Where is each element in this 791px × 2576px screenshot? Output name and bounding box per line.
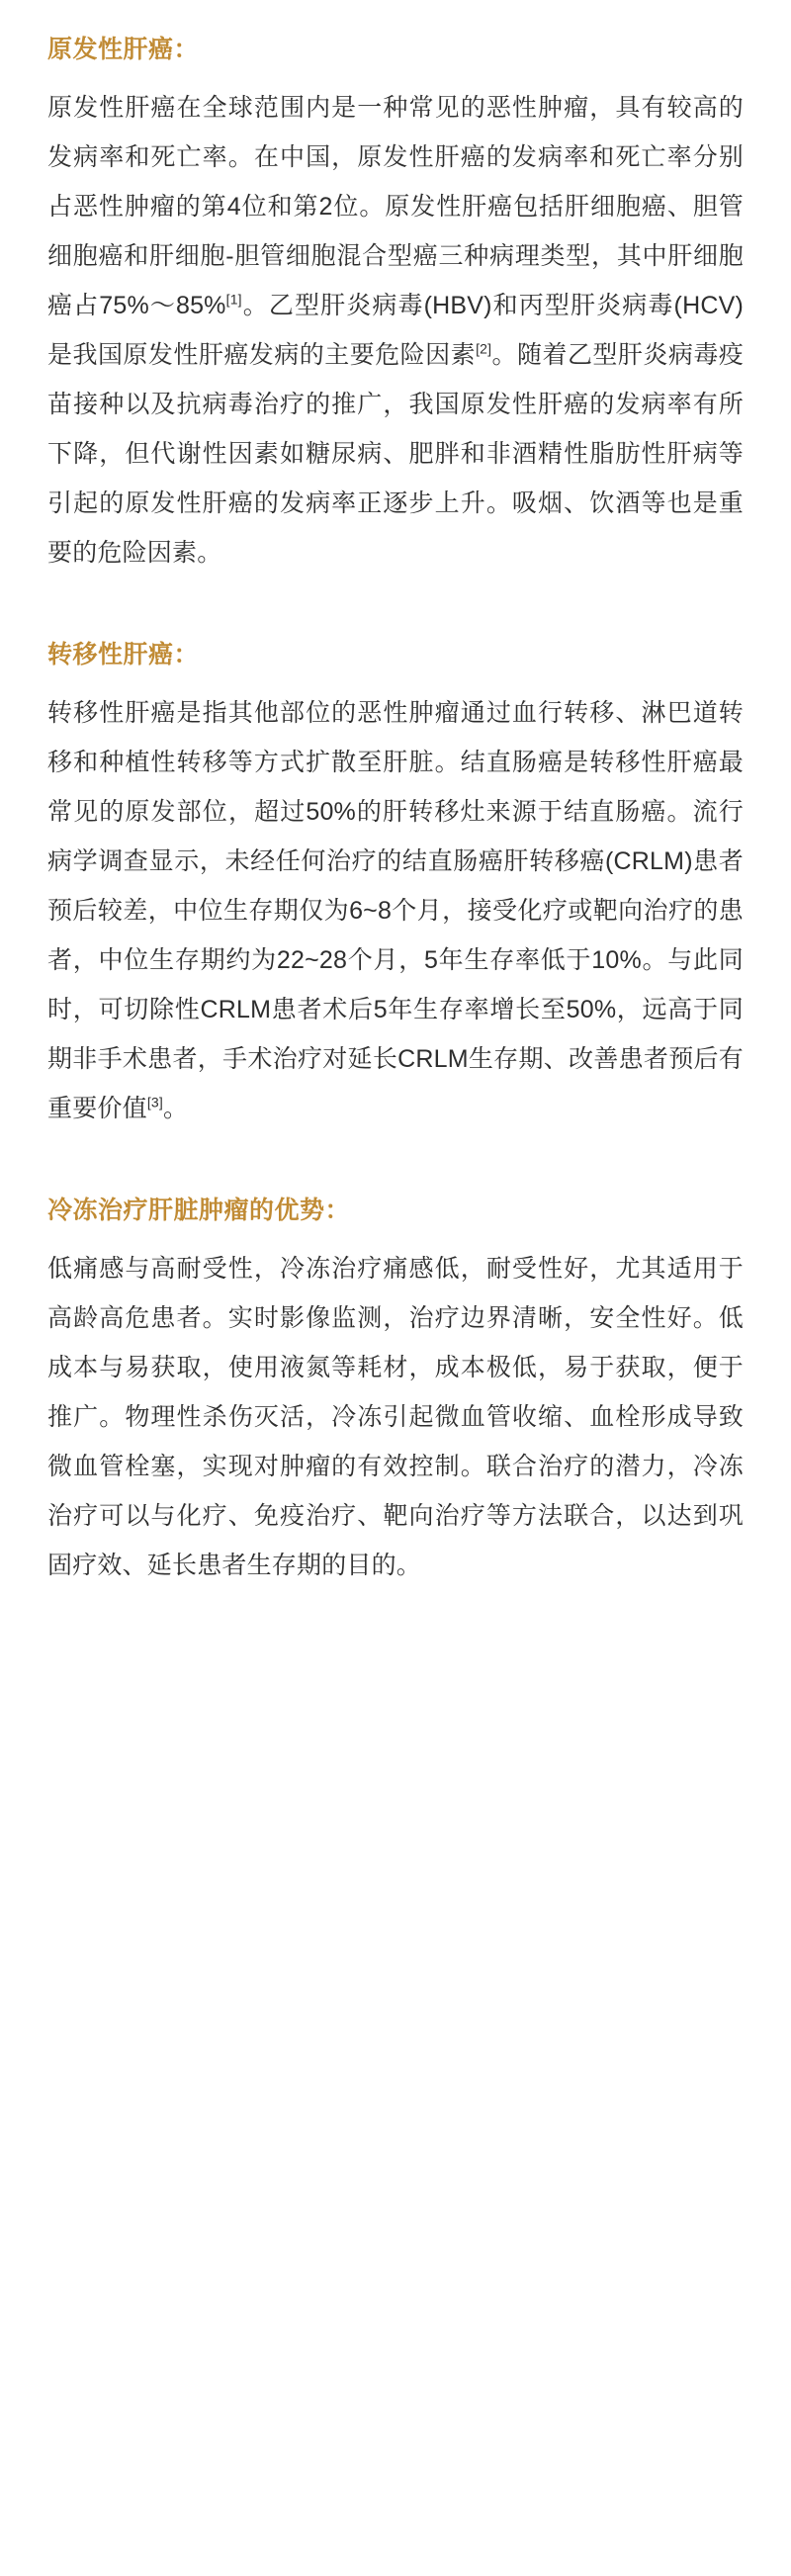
section-primary-liver-cancer (47, 30, 744, 577)
section-metastatic-liver-cancer (47, 635, 744, 1133)
section-heading: 冷冻治疗肝脏肿瘤的优势： (47, 1197, 351, 1224)
section-heading: 原发性肝癌： (47, 36, 200, 63)
section-cryotherapy-advantages (47, 1191, 744, 1590)
section-body: 原发性肝癌在全球范围内是一种常见的恶性肿瘤，具有较高的发病率和死亡率。在中国，原发性肝癌的发病率和死亡率分别占恶性肿瘤的第4位和第2位。原发性肝癌包括肝细胞癌、胆管细胞癌和肝细胞-胆管细胞混合型癌三种病理类型，其中肝细胞癌占75%～85%[1]。乙型肝炎病毒(HBV)和丙型肝炎病毒(HCV)是我国原发性肝癌发病的主要危险因素[2]。随着乙型肝炎病毒疫苗接种以及抗病毒治疗的推广，我国原发性肝癌的发病率有所下降，但代谢性因素如糖尿病、肥胖和非酒精性脂肪性肝病等引起的原发性肝癌的发病率正逐步上升。吸烟、饮酒等也是重要的危险因素。 (47, 94, 744, 567)
section-body: 低痛感与高耐受性，冷冻治疗痛感低，耐受性好，尤其适用于高龄高危患者。实时影像监测，治疗边界清晰，安全性好。低成本与易获取，使用液氮等耗材，成本极低，易于获取，便于推广。物理性杀伤灭活，冷冻引起微血管收缩、血栓形成导致微血管栓塞，实现对肿瘤的有效控制。联合治疗的潜力，冷冻治疗可以与化疗、免疫治疗、靶向治疗等方法联合，以达到巩固疗效、延长患者生存期的目的。 (47, 1255, 744, 1579)
section-body: 转移性肝癌是指其他部位的恶性肿瘤通过血行转移、淋巴道转移和种植性转移等方式扩散至肝脏。结直肠癌是转移性肝癌最常见的原发部位，超过50%的肝转移灶来源于结直肠癌。流行病学调查显示，未经任何治疗的结直肠癌肝转移癌(CRLM)患者预后较差，中位生存期仅为6~8个月，接受化疗或靶向治疗的患者，中位生存期约为22~28个月，5年生存率低于10%。与此同时，可切除性CRLM患者术后5年生存率增长至50%，远高于同期非手术患者，手术治疗对延长CRLM生存期、改善患者预后有重要价值[3]。 (47, 699, 744, 1122)
section-heading: 转移性肝癌： (47, 641, 200, 668)
